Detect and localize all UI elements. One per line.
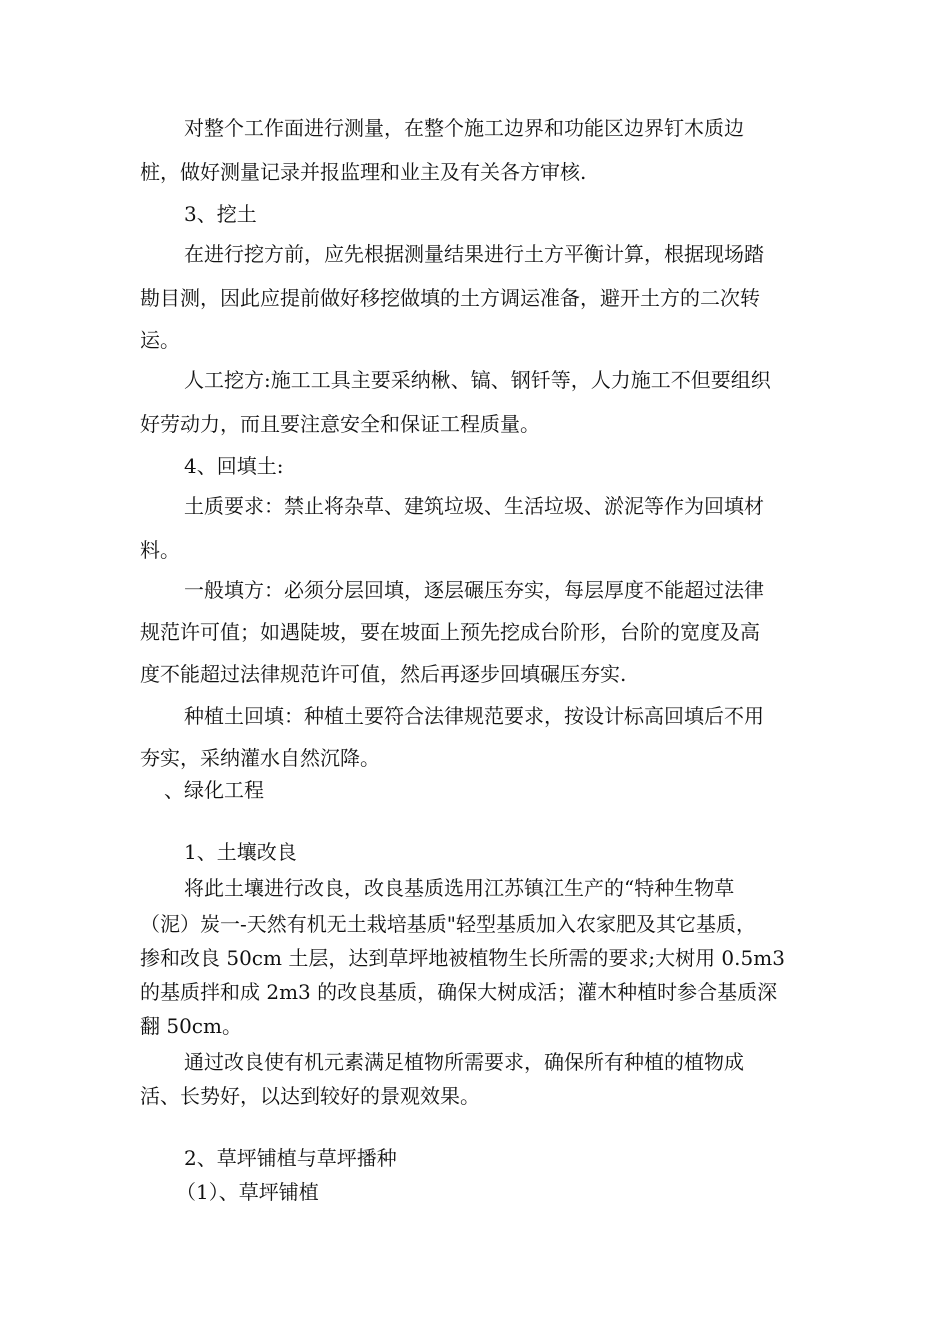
paragraph-line: 种植土回填：种植土要符合法律规范要求，按设计标高回填后不用 [184, 704, 764, 728]
paragraph-line: 活、长势好，以达到较好的景观效果。 [140, 1084, 480, 1108]
paragraph-line: 勘目测，因此应提前做好移挖做填的土方调运准备，避开土方的二次转 [140, 286, 760, 310]
section-heading-soil-improvement: 1、土壤改良 [184, 840, 297, 864]
paragraph-line: 掺和改良 50cm 土层，达到草坪地被植物生长所需的要求;大树用 0.5m3 [140, 946, 785, 970]
paragraph-line: 夯实，采纳灌水自然沉降。 [140, 746, 380, 770]
paragraph-line: 通过改良使有机元素满足植物所需要求，确保所有种植的植物成 [184, 1050, 744, 1074]
paragraph-line: 将此土壤进行改良，改良基质选用江苏镇江生产的“特种生物草 [184, 876, 735, 900]
paragraph-line: 运。 [140, 328, 180, 352]
section-heading-greening: 、绿化工程 [164, 778, 264, 802]
section-heading-backfill: 4、回填土: [184, 454, 284, 478]
paragraph-line: 一般填方：必须分层回填，逐层碾压夯实，每层厚度不能超过法律 [184, 578, 764, 602]
paragraph-line: 人工挖方:施工工具主要采纳楸、镐、钢钎等，人力施工不但要组织 [184, 368, 771, 392]
paragraph-line: 桩，做好测量记录并报监理和业主及有关各方审核. [140, 160, 587, 184]
paragraph-line: 的基质拌和成 2m3 的改良基质，确保大树成活；灌木种植时参合基质深 [140, 980, 778, 1004]
paragraph-line: 在进行挖方前，应先根据测量结果进行土方平衡计算，根据现场踏 [184, 242, 764, 266]
section-heading-lawn: 2、草坪铺植与草坪播种 [184, 1146, 397, 1170]
paragraph-line: 料。 [140, 538, 180, 562]
subsection-heading-lawn-laying: （1）、草坪铺植 [176, 1180, 319, 1204]
paragraph-line: 好劳动力，而且要注意安全和保证工程质量。 [140, 412, 540, 436]
paragraph-line: 规范许可值；如遇陡坡，要在坡面上预先挖成台阶形，台阶的宽度及高 [140, 620, 760, 644]
section-heading-excavation: 3、挖土 [184, 202, 257, 226]
paragraph-line: 度不能超过法律规范许可值，然后再逐步回填碾压夯实. [140, 662, 627, 686]
paragraph-line: 对整个工作面进行测量，在整个施工边界和功能区边界钉木质边 [184, 116, 744, 140]
paragraph-line: 翻 50cm。 [140, 1014, 242, 1038]
paragraph-line: 土质要求：禁止将杂草、建筑垃圾、生活垃圾、淤泥等作为回填材 [184, 494, 764, 518]
paragraph-line: （泥）炭一-天然有机无土栽培基质"轻型基质加入农家肥及其它基质， [140, 912, 756, 936]
